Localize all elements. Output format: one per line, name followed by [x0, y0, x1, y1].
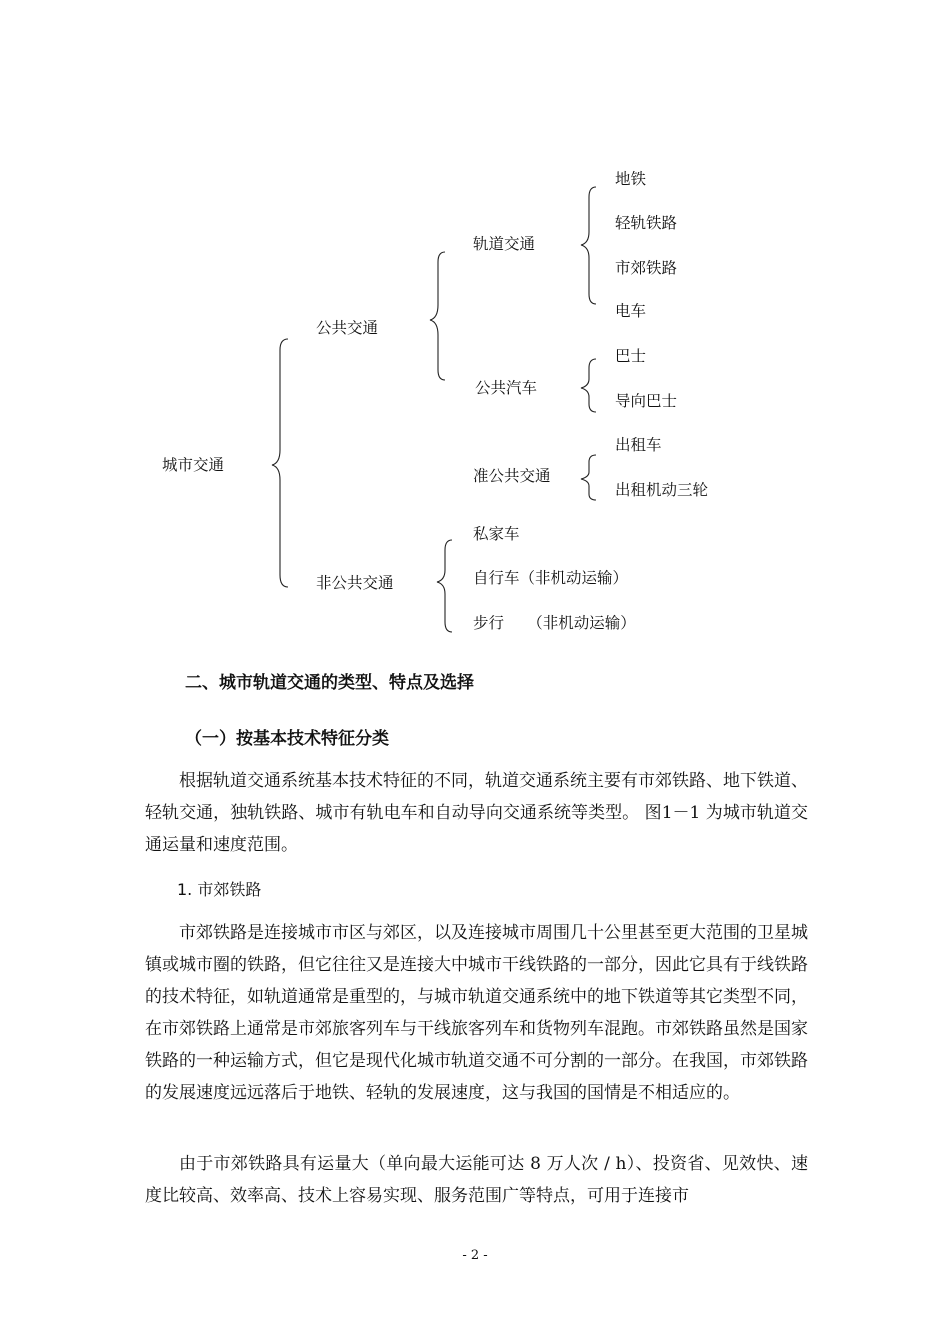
tree-bus-item: 导向巴士 [615, 392, 678, 410]
tree-nonpublic-item: 私家车 [473, 525, 520, 543]
tree-rail-item: 地铁 [615, 170, 647, 188]
tree-quasi-item: 出租机动三轮 [615, 481, 709, 499]
tree-quasi: 准公共交通 [473, 467, 551, 485]
tree-rail-item: 市郊铁路 [615, 259, 678, 277]
brace-bus [581, 359, 596, 412]
brace-public [430, 252, 445, 380]
tree-nonpublic: 非公共交通 [316, 574, 394, 592]
brace-quasi [581, 455, 596, 500]
tree-nonpublic-item: 自行车（非机动运输） [473, 569, 629, 587]
body-paragraph: 由于市郊铁路具有运量大（单向最大运能可达 8 万人次 / h）、投资省、见效快、速度比较高、效率高、技术上容易实现、服务范围广等特点，可用于连接市 [145, 1154, 808, 1206]
brace-rail [581, 187, 596, 304]
tree-quasi-item: 出租车 [615, 436, 662, 454]
tree-nonpublic-item: 步行 （非机动运输） [473, 614, 636, 632]
body-paragraph: 根据轨道交通系统基本技术特征的不同，轨道交通系统主要有市郊铁路、地下铁道、轻轨交通，独轨铁路、城市有轨电车和自动导向交通系统等类型。 图1－1 为城市轨道交通运量和速度范围。 [145, 771, 808, 855]
tree-bus-item: 巴士 [615, 347, 647, 365]
tree-root: 城市交通 [162, 456, 225, 474]
tree-public: 公共交通 [316, 319, 379, 337]
body-paragraph: 市郊铁路是连接城市市区与郊区，以及连接城市周围几十公里甚至更大范围的卫星城镇或城市圈的铁路，但它往往又是连接大中城市干线铁路的一部分，因此它具有于线铁路的技术特征，如轨道通常是重型的，与城市轨道交通系统中的地下铁道等其它类型不同，在市郊铁路上通常是市郊旅客列车与干线旅客列车和货物列车混跑。市郊铁路虽然是国家铁路的一种运输方式，但它是现代化城市轨道交通不可分割的一部分。在我国，市郊铁路的发展速度远远落后于地铁、轻轨的发展速度，这与我国的国情是不相适应的。 [145, 923, 808, 1103]
tree-rail-item: 轻轨铁路 [615, 214, 678, 232]
classification-tree-braces [0, 0, 950, 660]
brace-root [272, 339, 288, 587]
brace-nonpublic [437, 540, 452, 632]
subsection-heading: （一）按基本技术特征分类 [185, 729, 389, 749]
item-heading: 1. 市郊铁路 [177, 880, 262, 899]
section-heading: 二、城市轨道交通的类型、特点及选择 [185, 673, 474, 693]
page-number: - 2 - [462, 1248, 488, 1263]
tree-bus: 公共汽车 [475, 379, 538, 397]
tree-rail: 轨道交通 [473, 235, 536, 253]
tree-rail-item: 电车 [615, 302, 647, 320]
